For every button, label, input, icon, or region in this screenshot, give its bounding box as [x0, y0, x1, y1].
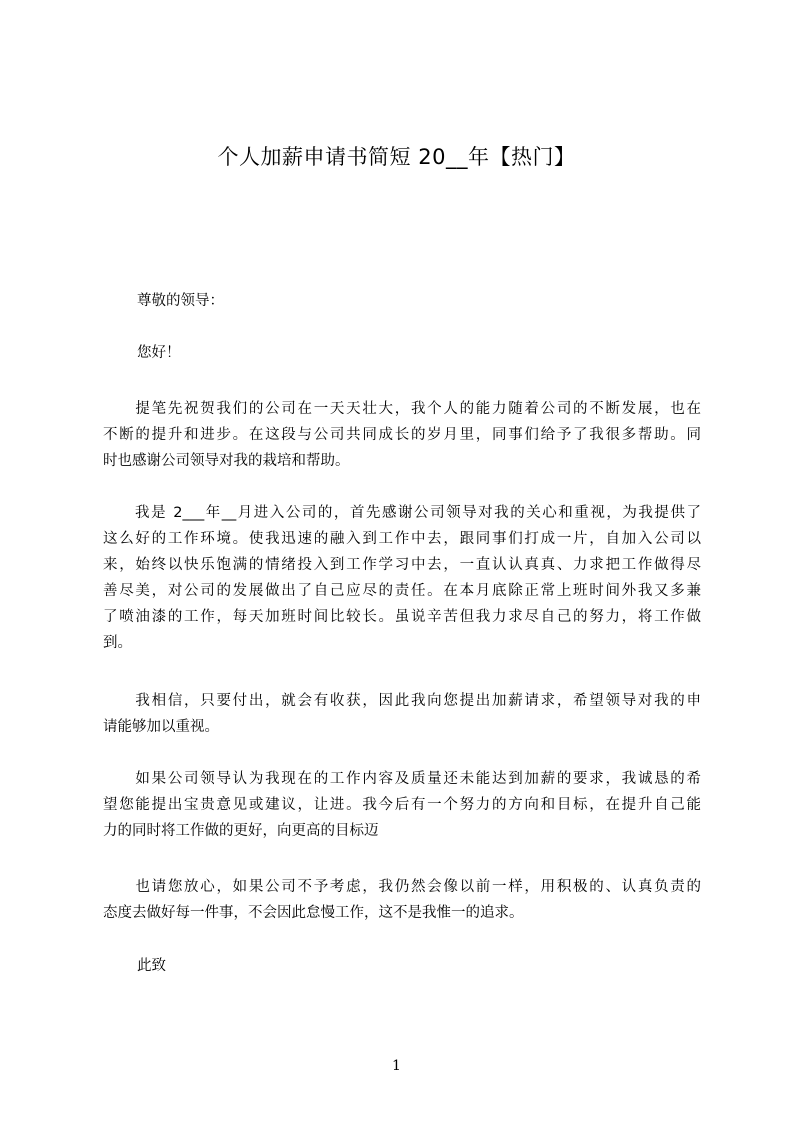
paragraph-line: 我是 2___年__月进入公司的，首先感谢公司领导对我的关心和重视，为我提供了 — [103, 505, 701, 521]
paragraph-4 — [103, 766, 701, 844]
paragraph-line: 如果公司领导认为我现在的工作内容及质量还未能达到加薪的要求，我诚恳的希 — [103, 771, 701, 787]
paragraph-line: 态度去做好每一件事，不会因此怠慢工作，这不是我惟一的追求。 — [103, 905, 524, 921]
paragraph-line: 了喷油漆的工作，每天加班时间比较长。虽说辛苦但我力求尽自己的努力，将工作做 — [103, 609, 701, 625]
paragraph-3 — [103, 688, 701, 740]
paragraph-2 — [103, 500, 701, 656]
paragraph-line: 请能够加以重视。 — [103, 719, 219, 735]
paragraph-line: 力的同时将工作做的更好，向更高的目标迈 — [103, 823, 379, 839]
paragraph-1 — [103, 396, 701, 474]
paragraph-line: 不断的提升和进步。在这段与公司共同成长的岁月里，同事们给予了我很多帮助。同 — [103, 427, 701, 443]
paragraph-line: 到。 — [103, 635, 132, 651]
paragraph-line: 时也感谢公司领导对我的栽培和帮助。 — [103, 453, 350, 469]
greeting: 尊敬的领导： — [137, 293, 224, 309]
paragraph-line: 来，始终以快乐饱满的情绪投入到工作学习中去，一直认认真真、力求把工作做得尽 — [103, 557, 701, 573]
paragraph-line: 我相信，只要付出，就会有收获，因此我向您提出加薪请求，希望领导对我的申 — [103, 693, 701, 709]
document-title: 个人加薪申请书简短 20__年【热门】 — [217, 145, 576, 169]
paragraph-line: 提笔先祝贺我们的公司在一天天壮大，我个人的能力随着公司的不断发展，也在 — [103, 401, 701, 417]
closing-line: 此致 — [137, 958, 166, 974]
hello-line: 您好！ — [137, 345, 181, 361]
paragraph-5 — [103, 874, 701, 926]
paragraph-line: 也请您放心，如果公司不予考虑，我仍然会像以前一样，用积极的、认真负责的 — [103, 879, 701, 895]
paragraph-line: 这么好的工作环境。使我迅速的融入到工作中去，跟同事们打成一片，自加入公司以 — [103, 531, 701, 547]
page-number: 1 — [392, 1058, 401, 1074]
paragraph-line: 望您能提出宝贵意见或建议，让进。我今后有一个努力的方向和目标，在提升自己能 — [103, 797, 701, 813]
paragraph-line: 善尽美，对公司的发展做出了自己应尽的责任。在本月底除正常上班时间外我又多兼 — [103, 583, 701, 599]
